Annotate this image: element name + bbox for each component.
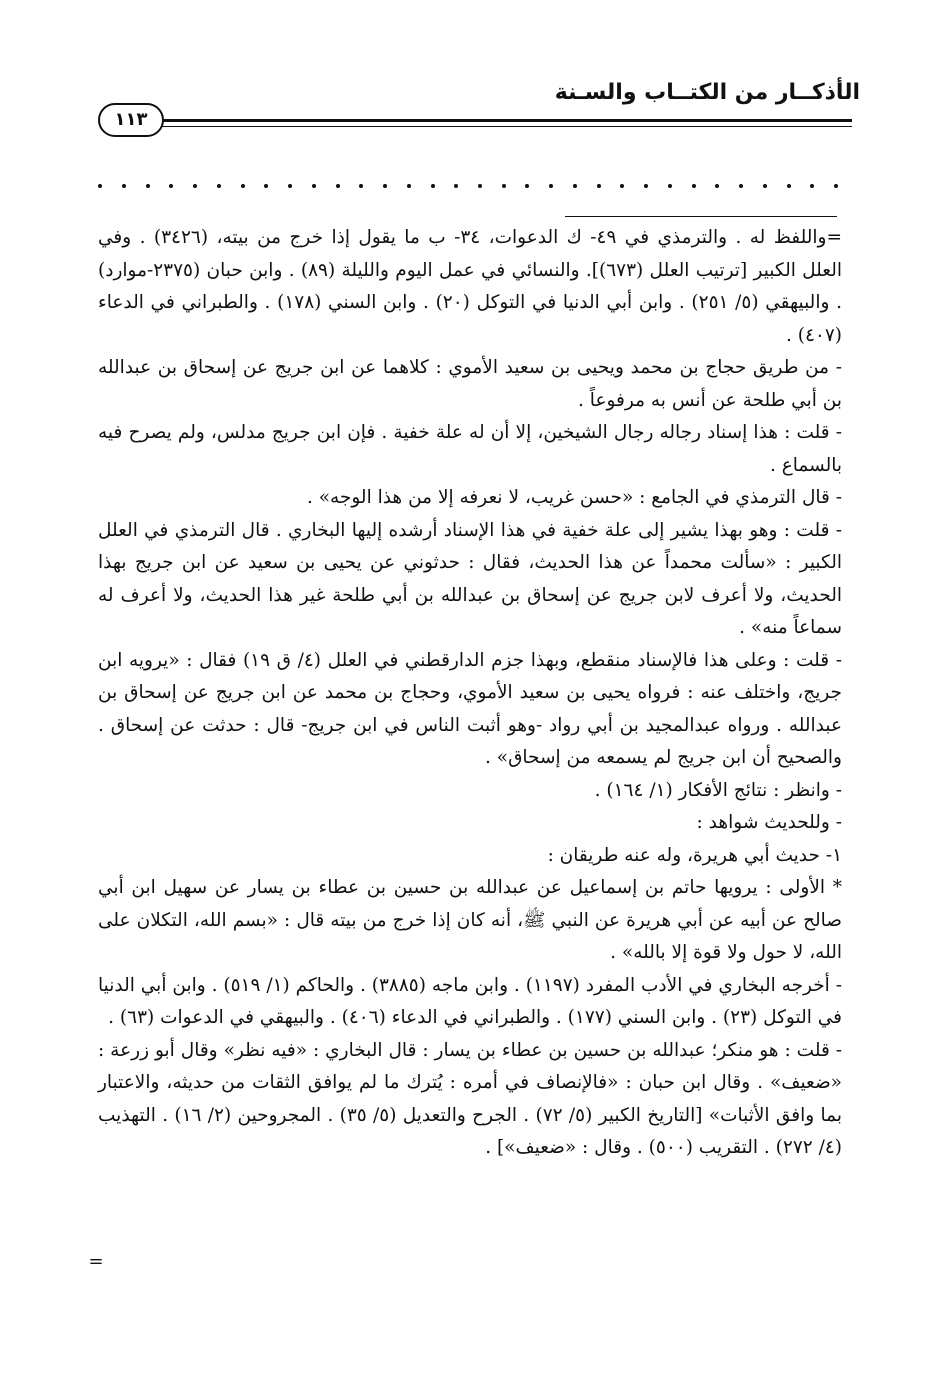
paragraph: - قلت : وهو بهذا يشير إلى علة خفية في هذا الإسناد أرشده إليها البخاري . قال الترمذي في العلل الكبير : «سألت محمداً عن هذا الحديث، فقال : حدثوني عن يحيى بن سعيد عن ابن جريج بهذا الحديث، ولا أعرف لابن جريج عن إسحاق بن عبدالله بن أبي طلحة غير هذا الحديث، ولا أعرف له سماعاً منه» . [98, 519, 842, 638]
separator-dot [715, 184, 719, 188]
separator-dot [383, 184, 387, 188]
paragraph: - قلت : وعلى هذا فالإسناد منقطع، وبهذا جزم الدارقطني في العلل (٤/ ق ١٩) فقال : «يرويه ابن جريج، واختلف عنه : فرواه يحيى بن سعيد الأموي، وحجاج بن محمد عن ابن جريج عن إسحاق بن عبدالله . ورواه عبدالمجيد بن أبي رواد -وهو أثبت الناس في ابن جريج- قال : حدثت عن إسحاق . والصحيح أن ابن جريج لم يسمعه من إسحاق» . [98, 649, 842, 768]
separator-dot [98, 184, 102, 188]
separator-dot [431, 184, 435, 188]
separator-dot [146, 184, 150, 188]
separator-dot [787, 184, 791, 188]
separator-dot [264, 184, 268, 188]
paragraph: =واللفظ له . والترمذي في ٤٩- ك الدعوات، ٣٤- ب ما يقول إذا خرج من بيته، (٣٤٢٦) . وفي العلل الكبير [ترتيب العلل (٦٧٣)]. والنسائي في عمل اليوم والليلة (٨٩) . وابن حبان (٢٣٧٥-موارد) . والبيهقي (٥/ ٢٥١) . وابن أبي الدنيا في التوكل (٢٠) . وابن السني (١٧٨) . والطبراني في الدعاء (٤٠٧) . [98, 227, 842, 346]
separator-dot [241, 184, 245, 188]
paragraph: * الأولى : يرويها حاتم بن إسماعيل عن عبدالله بن حسين بن عطاء بن يسار عن سهيل ابن أبي صالح عن أبيه عن أبي هريرة عن النبي ﷺ، أنه كان إذا خرج من بيته قال : «بسم الله، التكلان على الله، لا حول ولا قوة إلا بالله» . [98, 877, 842, 963]
separator-dot [359, 184, 363, 188]
separator-dot [454, 184, 458, 188]
separator-dot [502, 184, 506, 188]
separator-dot [834, 184, 838, 188]
footnote-rule [565, 216, 837, 217]
separator-dot [478, 184, 482, 188]
separator-dot [193, 184, 197, 188]
paragraph: ١- حديث أبي هريرة، وله عنه طريقان : [547, 844, 842, 866]
separator-dot [407, 184, 411, 188]
paragraph: - أخرجه البخاري في الأدب المفرد (١١٩٧) . وابن ماجه (٣٨٨٥) . والحاكم (١/ ٥١٩) . وابن أبي الدنيا في التوكل (٢٣) . وابن السني (١٧٧) . والطبراني في الدعاء (٤٠٦) . والبيهقي في الدعوات (٦٣) . [98, 974, 842, 1028]
separator-dot [763, 184, 767, 188]
separator-dot [597, 184, 601, 188]
header-rule-thin [160, 126, 852, 127]
separator-dot [644, 184, 648, 188]
separator-dot [169, 184, 173, 188]
separator-dot [549, 184, 553, 188]
running-header-title: الأذكــار من الكتــاب والسـنة [554, 80, 860, 105]
paragraph: - وانظر : نتائج الأفكار (١/ ١٦٤) . [594, 779, 842, 801]
paragraph: - وللحديث شواهد : [696, 812, 842, 833]
paragraph: - قال الترمذي في الجامع : «حسن غريب، لا نعرفه إلا من هذا الوجه» . [306, 487, 842, 508]
continuation-mark: = [88, 1251, 104, 1272]
separator-dot [288, 184, 292, 188]
dotted-separator [98, 180, 838, 192]
separator-dot [336, 184, 340, 188]
footnote-text-block [98, 222, 842, 1165]
separator-dot [739, 184, 743, 188]
separator-dot [620, 184, 624, 188]
separator-dot [525, 184, 529, 188]
separator-dot [573, 184, 577, 188]
separator-dot [312, 184, 316, 188]
paragraph: - قلت : هذا إسناد رجاله رجال الشيخين، إلا أن له علة خفية . فإن ابن جريج مدلس، ولم يصرح فيه بالسماع . [98, 422, 842, 476]
separator-dot [692, 184, 696, 188]
separator-dot [217, 184, 221, 188]
separator-dot [668, 184, 672, 188]
page-number-badge: ١١٣ [98, 103, 164, 137]
separator-dot [810, 184, 814, 188]
paragraph: - قلت : هو منكر؛ عبدالله بن حسين بن عطاء بن يسار : قال البخاري : «فيه نظر» وقال أبو زرعة : «ضعيف» . وقال ابن حبان : «فالإنصاف في أمره : يُترك ما لم يوافق الثقات من حديثه، والاعتبار بما وافق الأثبات» [التاريخ الكبير (٥/ ٧٢) . الجرح والتعديل (٥/ ٣٥) . المجروحين (٢/ ١٦) . التهذيب (٤/ ٢٧٢) . التقريب (٥٠٠) . وقال : «ضعيف»] . [98, 1039, 843, 1158]
paragraph: - من طريق حجاج بن محمد ويحيى بن سعيد الأموي : كلاهما عن ابن جريج عن إسحاق بن عبدالله بن أبي طلحة عن أنس به مرفوعاً . [98, 357, 842, 411]
header-rule [160, 119, 852, 122]
separator-dot [122, 184, 126, 188]
